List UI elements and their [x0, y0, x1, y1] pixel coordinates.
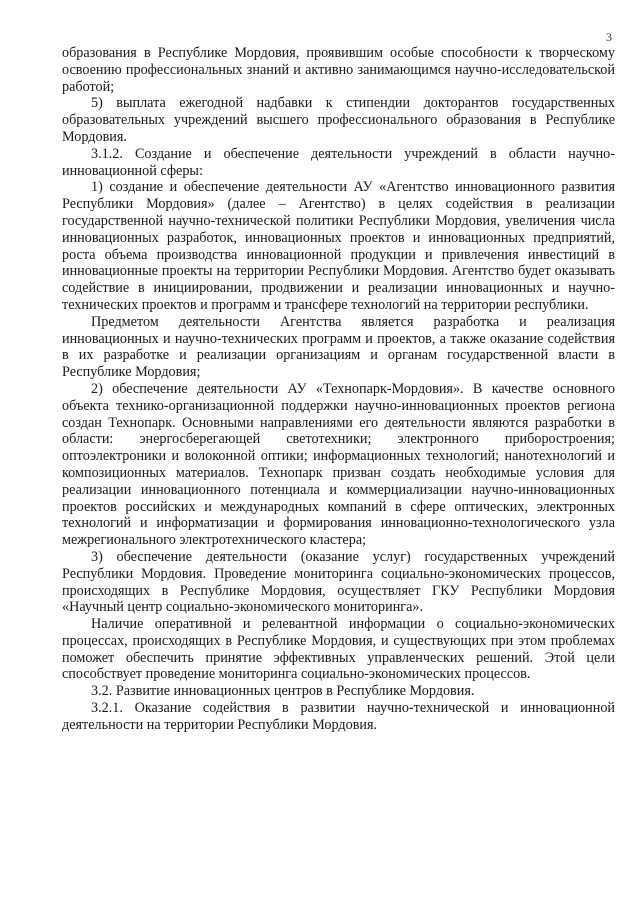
document-body: [62, 45, 615, 734]
paragraph-section-3-1-2: 3.1.2. Создание и обеспечение деятельности учреждений в области научно-инновационной сферы:: [62, 145, 615, 179]
paragraph-item-5: 5) выплата ежегодной надбавки к стипендии докторантов государственных образовательных учреждений высшего профессионального образования в Республике Мордовия.: [62, 95, 615, 145]
paragraph-section-3-2: 3.2. Развитие инновационных центров в Республике Мордовия.: [91, 683, 475, 700]
paragraph-agency-subject: Предметом деятельности Агентства является разработка и реализация инновационных и научно-технических программ и проектов, а также оказание содействия в их разработке и реализации организациям и органам государственной власти в Республике Мордовия;: [62, 313, 615, 381]
paragraph-continuation: образования в Республике Мордовия, проявившим особые способности к творческому освоению профессиональных знаний и активно занимающимся научно-исследовательской работой;: [62, 45, 615, 95]
paragraph-item-2-technopark: 2) обеспечение деятельности АУ «Технопарк-Мордовия». В качестве основного объекта технико-организационной поддержки научно-инновационных проектов региона создан Технопарк. Основными направлениями его деятельности являются разработки в области: энергосберегающей светотехники; электронного приборостроения; оптоэлектроники и волоконной оптики; информационных технологий; нанотехнологий и композиционных материалов. Технопарк призван создать необходимые условия для реализации инновационного потенциала и коммерциализации научно-инновационных проектов российских и международных компаний в сфере оптических, электронных технологий и информатизации и формирования инновационно-технологического узла межрегионального электротехнического кластера;: [62, 380, 615, 549]
page-number: 3: [606, 30, 612, 44]
paragraph-section-3-2-1: 3.2.1. Оказание содействия в развитии научно-технической и инновационной деятельности на территории Республики Мордовия.: [62, 700, 615, 733]
paragraph-item-3-monitoring: 3) обеспечение деятельности (оказание услуг) государственных учреждений Республики Мордовия. Проведение мониторинга социально-экономических процессов, происходящих в Республике Мордовия, осуществляет ГКУ Республики Мордовия «Научный центр социально-экономического мониторинга».: [62, 548, 615, 616]
paragraph-item-1-agency: 1) создание и обеспечение деятельности АУ «Агентство инновационного развития Республики Мордовия» (далее – Агентство) в целях содействия в реализации государственной научно-технической политики Республики Мордовия, увеличения числа инновационных разработок, инновационных проектов и инновационных предприятий, роста объема производства инновационной продукции и привлечения инвестиций в инновационные проекты на территории Республики Мордовия. Агентство будет оказывать содействие в инициировании, продвижении и реализации инновационных и научно-технических проектов и программ и трансфере технологий на территории республики.: [62, 179, 615, 313]
paragraph-information: Наличие оперативной и релевантной информации о социально-экономических процессах, происходящих в Республике Мордовия, и существующих при этом проблемах поможет обеспечить принятие эффективных управленческих решений. Этой цели способствует проведение мониторинга социально-экономических процессов.: [62, 616, 615, 683]
